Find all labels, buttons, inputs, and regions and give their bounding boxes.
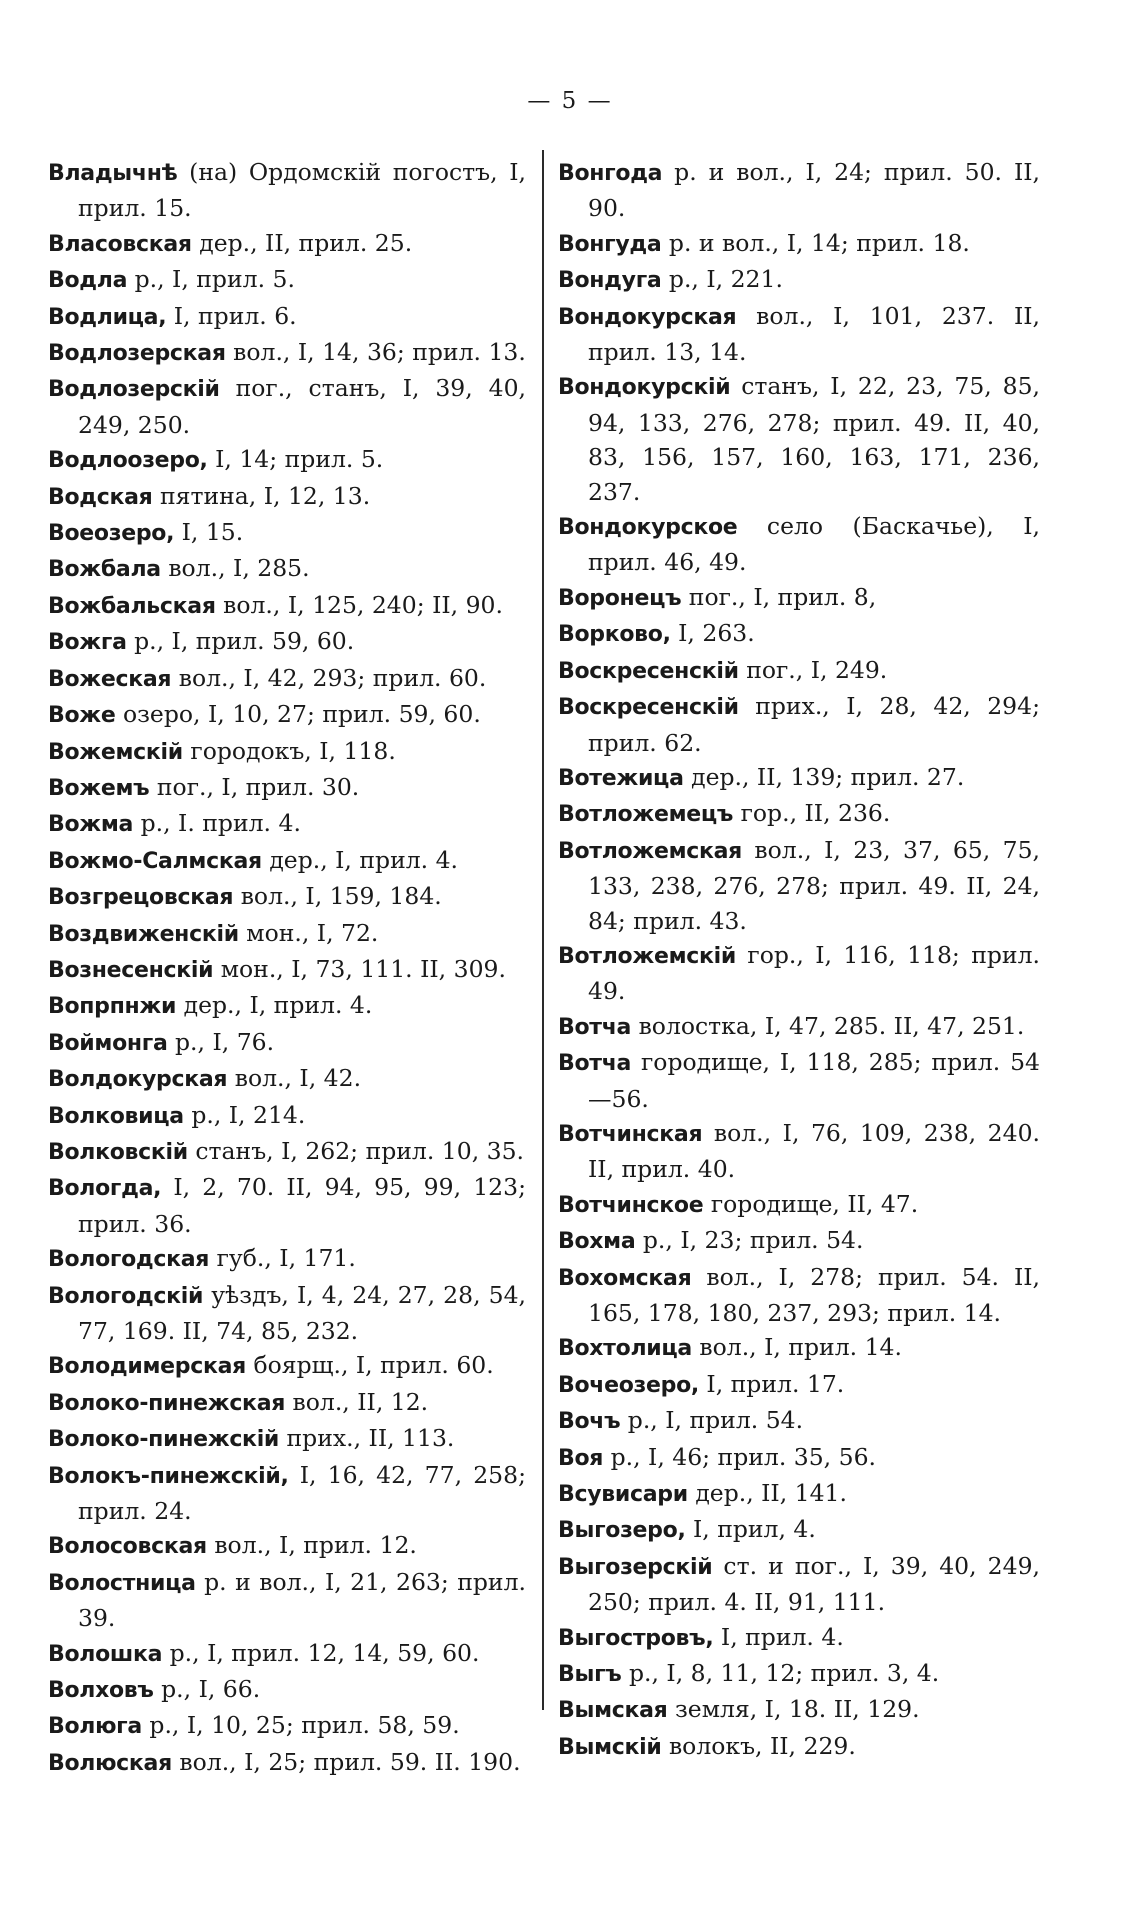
entry-references: дер., I, прил. 4. [176, 991, 373, 1020]
index-entry [48, 442, 526, 478]
index-entry [558, 1223, 1040, 1259]
index-column-left [48, 155, 526, 1781]
index-entry [48, 697, 526, 733]
entry-headword: Вохтолица [558, 1336, 692, 1362]
entry-headword: Волокъ-пинежскій, [48, 1463, 289, 1489]
index-entry [48, 551, 526, 587]
entry-references: I, прил, 4. [685, 1515, 816, 1544]
index-entry [558, 262, 1040, 298]
entry-references: вол., I, 278; прил. 54. II, 165, 178, 180, 237, 293; прил. 14. [588, 1262, 1040, 1327]
entry-headword: Выгъ [558, 1662, 622, 1688]
entry-references: р., I, прил. 12, 14, 59, 60. [162, 1638, 480, 1667]
index-entry [558, 760, 1040, 796]
entry-headword: Волоко-пинежскій [48, 1427, 280, 1453]
entry-headword: Выгозеро, [558, 1518, 686, 1544]
entry-headword: Вондокурскій [558, 375, 731, 401]
index-entry [558, 369, 1040, 509]
index-entry [558, 1260, 1040, 1331]
index-entry [558, 653, 1040, 689]
entry-references: I, прил. 4. [713, 1622, 844, 1651]
index-entry [558, 1729, 1040, 1765]
entry-references: гор., II, 236. [733, 799, 891, 828]
entry-references: боярщ., I, прил. 60. [246, 1351, 494, 1380]
entry-references: станъ, I, 262; прил. 10, 35. [187, 1136, 525, 1165]
index-entry [48, 226, 526, 262]
entry-headword: Вочеозеро, [558, 1372, 699, 1398]
index-entry [558, 1403, 1040, 1439]
entry-headword: Вонгуда [558, 231, 662, 257]
index-entry [48, 879, 526, 915]
index-entry [558, 1512, 1040, 1548]
index-entry [48, 262, 526, 298]
entry-headword: Вондокурское [558, 515, 738, 541]
entry-headword: Вожбала [48, 557, 161, 583]
column-divider [542, 150, 544, 1710]
entry-references: р., I, прил. 59, 60. [126, 627, 355, 656]
entry-references: пог., I, прил. 30. [149, 772, 360, 801]
entry-references: вол., I, 101, 237. II, прил. 13, 14. [588, 301, 1040, 367]
entry-headword: Воже [48, 703, 116, 729]
index-entry [48, 1636, 526, 1672]
entry-headword: Выгозерскій [558, 1554, 713, 1580]
index-entry [558, 1116, 1040, 1187]
entry-references: пог., I, 249. [738, 655, 888, 684]
index-entry [558, 1692, 1040, 1728]
entry-headword: Возгрецовская [48, 885, 234, 911]
index-entry [558, 938, 1040, 1009]
index-entry [48, 1025, 526, 1061]
entry-references: вол., I, 76, 109, 238, 240. II, прил. 40. [588, 1118, 1040, 1184]
index-entry [48, 1458, 526, 1529]
entry-references: р., I, 221. [661, 265, 783, 294]
index-entry [48, 515, 526, 551]
entry-headword: Водлозерская [48, 341, 226, 367]
entry-headword: Воздвиженскій [48, 921, 239, 947]
index-entry [558, 1656, 1040, 1692]
entry-references: городище, II, 47. [703, 1189, 919, 1218]
index-entry [558, 1187, 1040, 1223]
entry-headword: Волошка [48, 1641, 163, 1667]
index-entry [48, 1745, 526, 1781]
entry-headword: Ворково, [558, 622, 671, 648]
entry-references: вол., I, 42, 293; прил. 60. [171, 663, 487, 692]
entry-headword: Вотложемскій [558, 943, 736, 969]
index-entry [48, 479, 526, 515]
entry-headword: Волоко-пинежская [48, 1390, 286, 1416]
entry-headword: Волосовская [48, 1534, 207, 1560]
index-entry [558, 580, 1040, 616]
entry-headword: Водла [48, 268, 128, 294]
entry-references: р., I, прил. 54. [620, 1406, 804, 1435]
index-entry [48, 661, 526, 697]
entry-references: вол., I, 159, 184. [233, 882, 442, 911]
entry-references: р., I, 10, 25; прил. 58, 59. [141, 1711, 460, 1740]
entry-references: дер., II, прил. 25. [191, 228, 413, 257]
entry-headword: Вотчинское [558, 1192, 704, 1218]
entry-references: волостка, I, 47, 285. II, 47, 251. [631, 1011, 1025, 1040]
index-entry [48, 1672, 526, 1708]
entry-references: р. и вол., I, 14; прил. 18. [661, 228, 970, 257]
entry-headword: Вопрпнжи [48, 994, 177, 1020]
entry-references: село (Баскачье), I, прил. 46, 49. [588, 512, 1040, 577]
index-column-right [558, 155, 1040, 1765]
entry-references: I, 15. [174, 518, 244, 547]
entry-references: пог., I, прил. 8, [681, 582, 877, 611]
entry-references: р., I, 214. [183, 1100, 306, 1129]
index-entry [48, 1170, 526, 1241]
entry-references: вол., I, 42. [227, 1064, 362, 1093]
entry-headword: Вотча [558, 1014, 632, 1040]
entry-references: р., I, 66. [153, 1675, 261, 1704]
entry-headword: Вохма [558, 1229, 636, 1255]
index-entry [558, 833, 1040, 938]
index-entry [48, 1385, 526, 1421]
index-entry [48, 1098, 526, 1134]
entry-references: I, прил. 6. [166, 301, 297, 330]
entry-headword: Волдокурская [48, 1067, 228, 1093]
entry-headword: Водлозерскій [48, 377, 220, 403]
entry-headword: Власовская [48, 231, 192, 257]
entry-headword: Вымскій [558, 1734, 662, 1760]
entry-references: пятина, I, 12, 13. [152, 481, 371, 510]
index-entry [48, 299, 526, 335]
index-entry [48, 1348, 526, 1384]
entry-references: вол., I, 285. [160, 554, 310, 583]
entry-references: озеро, I, 10, 27; прил. 59, 60. [115, 700, 481, 729]
entry-references: городокъ, I, 118. [182, 736, 396, 765]
entry-headword: Водская [48, 484, 153, 510]
index-entry [48, 371, 526, 442]
index-entry [558, 226, 1040, 262]
index-entry [558, 616, 1040, 652]
entry-headword: Вожмо-Салмская [48, 848, 262, 874]
entry-references: I, 263. [670, 619, 755, 648]
entry-headword: Всувисари [558, 1482, 688, 1508]
entry-references: мон., I, 73, 111. II, 309. [213, 954, 506, 983]
index-entry [48, 624, 526, 660]
entry-headword: Вымская [558, 1698, 668, 1724]
entry-headword: Вотложемская [558, 838, 743, 864]
entry-headword: Волостница [48, 1570, 196, 1596]
index-entry [48, 1241, 526, 1277]
entry-headword: Вологодскій [48, 1283, 204, 1309]
entry-references: гор., I, 116, 118; прил. 49. [588, 940, 1040, 1006]
index-entry [48, 335, 526, 371]
index-entry [48, 988, 526, 1024]
entry-references: вол., I, 23, 37, 65, 75, 133, 238, 276, 278; прил. 49. II, 24, 84; прил. 43. [588, 835, 1040, 935]
index-entry [48, 843, 526, 879]
index-entry [48, 1421, 526, 1457]
entry-headword: Вотложемецъ [558, 802, 734, 828]
index-entry [558, 1620, 1040, 1656]
entry-references: ст. и пог., I, 39, 40, 249, 250; прил. 4. II, 91, 111. [588, 1551, 1040, 1617]
entry-headword: Вотча [558, 1051, 632, 1077]
index-entry [558, 796, 1040, 832]
entry-headword: Водлоозеро, [48, 448, 208, 474]
entry-references: I, 2, 70. II, 94, 95, 99, 123; прил. 36. [78, 1173, 526, 1238]
entry-references: губ., I, 171. [209, 1244, 356, 1273]
entry-references: пог., станъ, I, 39, 40, 249, 250. [78, 374, 526, 439]
entry-headword: Вохомская [558, 1265, 692, 1291]
entry-references: р., I, 76. [167, 1027, 275, 1056]
entry-headword: Выгостровъ, [558, 1625, 714, 1651]
entry-headword: Вознесенскій [48, 957, 214, 983]
entry-headword: Воймонга [48, 1030, 168, 1056]
entry-references: волокъ, II, 229. [661, 1731, 856, 1760]
entry-references: р., I, прил. 5. [127, 265, 295, 294]
entry-references: I, прил. 17. [698, 1369, 845, 1398]
index-entry [48, 1708, 526, 1744]
entry-headword: Вологда, [48, 1176, 162, 1202]
entry-references: вол., I, прил. 14. [691, 1333, 902, 1362]
entry-references: дер., I, прил. 4. [261, 845, 459, 874]
entry-headword: Вочъ [558, 1409, 621, 1435]
entry-headword: Волковица [48, 1103, 184, 1129]
entry-headword: Вотчинская [558, 1121, 703, 1147]
index-entry [48, 770, 526, 806]
entry-headword: Владычнѣ [48, 161, 178, 186]
entry-references: (на) Ордомскій погостъ, I, прил. 15. [78, 158, 526, 223]
index-entry [48, 1528, 526, 1564]
entry-headword: Вонгода [558, 161, 663, 186]
entry-headword: Вожбальская [48, 593, 216, 619]
entry-references: вол., I, 14, 36; прил. 13. [225, 338, 526, 367]
index-entry [558, 689, 1040, 760]
index-entry [48, 916, 526, 952]
entry-headword: Воя [558, 1445, 604, 1471]
entry-references: вол., I, 25; прил. 59. II. 190. [171, 1747, 521, 1776]
entry-headword: Вондуга [558, 268, 662, 294]
entry-references: вол., II, 12. [285, 1387, 429, 1416]
entry-headword: Володимерская [48, 1354, 246, 1380]
entry-headword: Воскресенскій [558, 658, 739, 684]
entry-references: р., I, 8, 11, 12; прил. 3, 4. [621, 1659, 940, 1688]
index-entry [558, 1440, 1040, 1476]
index-entry [558, 155, 1040, 226]
index-entry [48, 734, 526, 770]
entry-headword: Воскресенскій [558, 695, 739, 721]
entry-headword: Волковскій [48, 1139, 188, 1165]
index-entry [48, 1134, 526, 1170]
entry-references: р., I, 23; прил. 54. [635, 1226, 864, 1255]
index-entry [48, 952, 526, 988]
entry-headword: Воеозеро, [48, 521, 175, 547]
entry-references: р. и вол., I, 21, 263; прил. 39. [78, 1567, 526, 1633]
index-entry [558, 509, 1040, 580]
index-entry [48, 1061, 526, 1097]
entry-headword: Водлица, [48, 304, 167, 330]
entry-references: мон., I, 72. [238, 918, 379, 947]
entry-references: вол., I, 125, 240; II, 90. [215, 590, 503, 619]
index-entry [558, 1009, 1040, 1045]
entry-references: I, 16, 42, 77, 258; прил. 24. [78, 1460, 526, 1526]
entry-references: прих., I, 28, 42, 294; прил. 62. [588, 692, 1040, 757]
entry-references: дер., II, 139; прил. 27. [683, 762, 965, 791]
entry-headword: Вожеская [48, 666, 172, 692]
entry-references: станъ, I, 22, 23, 75, 85, 94, 133, 276, 278; прил. 49. II, 40, 83, 156, 157, 160, 163, 171, 236, 237. [588, 372, 1040, 506]
entry-headword: Вожма [48, 812, 134, 838]
entry-references: I, 14; прил. 5. [207, 445, 384, 474]
index-entry [558, 1045, 1040, 1116]
entry-references: дер., II, 141. [687, 1479, 847, 1508]
entry-references: вол., I, прил. 12. [206, 1531, 417, 1560]
index-entry [48, 155, 526, 226]
entry-references: городище, I, 118, 285; прил. 54—56. [588, 1048, 1040, 1113]
entry-headword: Вологодская [48, 1247, 210, 1273]
page-number: — 5 — [527, 88, 613, 114]
entry-headword: Волюга [48, 1714, 142, 1740]
index-entry [558, 1476, 1040, 1512]
index-entry [558, 299, 1040, 370]
entry-headword: Вожемъ [48, 775, 150, 801]
entry-references: прих., II, 113. [279, 1424, 455, 1453]
index-entry [48, 588, 526, 624]
index-entry [48, 806, 526, 842]
entry-headword: Волховъ [48, 1678, 154, 1704]
entry-headword: Волюская [48, 1750, 172, 1776]
entry-references: уѣздъ, I, 4, 24, 27, 28, 54, 77, 169. II, 74, 85, 232. [78, 1280, 526, 1345]
index-entry [48, 1565, 526, 1636]
entry-headword: Вожга [48, 630, 127, 656]
index-entry [558, 1367, 1040, 1403]
index-entry [558, 1330, 1040, 1366]
entry-references: р. и вол., I, 24; прил. 50. II, 90. [588, 158, 1040, 223]
entry-references: р., I, 46; прил. 35, 56. [603, 1442, 876, 1471]
entry-headword: Воронецъ [558, 585, 682, 611]
entry-headword: Вожемскій [48, 739, 183, 765]
entry-headword: Вотежица [558, 765, 684, 791]
index-entry [48, 1278, 526, 1349]
entry-references: р., I. прил. 4. [133, 809, 301, 838]
entry-headword: Вондокурская [558, 304, 737, 330]
index-entry [558, 1549, 1040, 1620]
entry-references: земля, I, 18. II, 129. [667, 1695, 920, 1724]
